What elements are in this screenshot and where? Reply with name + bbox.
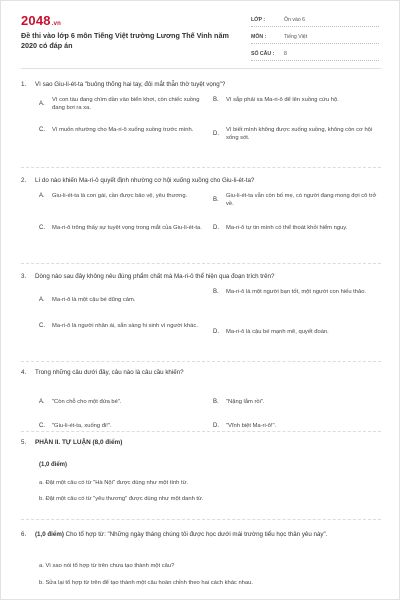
question-number: 5. [21, 439, 27, 446]
document-title: Đề thi vào lớp 6 môn Tiếng Việt trường Lương Thế Vinh năm 2020 có đáp án [21, 31, 229, 50]
option-letter: A. [39, 100, 45, 107]
question-text: Lí do nào khiến Ma-ri-ô quyết định nhường cơ hội xuống xuồng cho Giu-li-ét-ta? [35, 177, 255, 184]
option-text: Vì biết mình không được xuống xuồng, không còn cơ hội sống sót. [226, 126, 373, 142]
option-text: "Vĩnh biệt Ma-ri-ô!". [226, 422, 277, 429]
points-label: (1,0 điểm) [35, 531, 64, 538]
options [21, 288, 383, 358]
option-letter: D. [213, 422, 219, 429]
option-b[interactable] [213, 288, 381, 297]
option-b[interactable] [213, 96, 381, 105]
section-heading: PHẦN II. TỰ LUẬN (8,0 điểm) [35, 439, 123, 446]
site-logo[interactable] [21, 13, 61, 28]
question-number: 3. [21, 273, 27, 280]
header-divider [21, 68, 381, 69]
meta-row-subject [251, 30, 379, 44]
question-number: 4. [21, 369, 27, 376]
question-header [21, 369, 383, 378]
question-header [21, 273, 383, 282]
option-text: Vì muốn nhường cho Ma-ri-ô xuống xuồng trước mình. [52, 126, 194, 133]
option-text: Ma-ri-ô trông thấy sự tuyệt vọng trong mắt của Giu-li-ét-ta. [52, 224, 202, 231]
meta-value: Ôn vào 6 [284, 16, 306, 23]
option-text: Vì con tàu đang chìm dần vào biển khơi, còn chiếc xuồng đang bơi ra xa. [52, 96, 200, 112]
meta-label: MÔN : [251, 33, 267, 40]
question-header [21, 531, 383, 540]
option-a[interactable] [39, 398, 207, 407]
option-d[interactable] [213, 224, 381, 233]
question-2 [21, 177, 383, 260]
option-letter: A. [39, 398, 45, 405]
sub-item-b: b. Đặt một câu có từ "yêu thương" được dùng như một danh từ. [39, 496, 204, 502]
meta-label: LỚP : [251, 16, 266, 23]
sub-item-b: b. Sửa lại tổ hợp từ trên để tạo thành một câu hoàn chỉnh theo hai cách khác nhau. [39, 580, 253, 586]
option-c[interactable] [39, 422, 207, 431]
option-d[interactable] [213, 328, 381, 337]
question-1 [21, 81, 383, 164]
question-number: 1. [21, 81, 27, 88]
sub-item-a: a. Vì sao nói tổ hợp từ trên chưa tạo thành một câu? [39, 563, 175, 569]
meta-value: Tiếng Việt [284, 33, 308, 40]
option-letter: C. [39, 126, 45, 133]
options [21, 96, 383, 164]
option-letter: D. [213, 328, 219, 335]
option-d[interactable] [213, 422, 381, 431]
question-4 [21, 369, 383, 429]
option-letter: B. [213, 288, 219, 295]
options [21, 192, 383, 260]
question-divider [21, 263, 381, 264]
option-letter: B. [213, 398, 219, 405]
question-number: 2. [21, 177, 27, 184]
question-divider [21, 431, 381, 432]
option-letter: B. [213, 196, 219, 203]
question-header [21, 81, 383, 90]
option-text: Ma-ri-ô là một người bạn tốt, một người con hiếu thảo. [226, 288, 367, 295]
option-a[interactable] [39, 296, 207, 305]
sub-item-a: a. Đặt một câu có từ "Hà Nội" được dùng như một tính từ. [39, 480, 189, 486]
option-text: Ma-ri-ô là một cậu bé dũng cảm. [52, 296, 136, 303]
option-letter: C. [39, 322, 45, 329]
question-number: 6. [21, 531, 27, 538]
option-letter: C. [39, 422, 45, 429]
meta-label: SỐ CÂU : [251, 50, 275, 57]
question-text [35, 531, 383, 540]
options [21, 384, 383, 429]
option-text: "Nặng lắm rồi". [226, 398, 265, 405]
option-letter: D. [213, 224, 219, 231]
question-3 [21, 273, 383, 358]
option-text: Ma-ri-ô là cậu bé mạnh mẽ, quyết đoán. [226, 328, 329, 335]
option-text: "Còn chỗ cho một đứa bé". [52, 398, 122, 405]
option-c[interactable] [39, 126, 207, 135]
option-a[interactable] [39, 96, 207, 113]
option-d[interactable] [213, 126, 381, 143]
option-text: Ma-ri-ô là người nhân ái, sẵn sàng hi sinh vì người khác. [52, 322, 198, 329]
option-text: Giu-li-ét-ta vẫn còn bố mẹ, có người đang mong đợi cô trở về. [226, 192, 377, 208]
option-text: Vì sắp phải xa Ma-ri-ô để lên xuồng cứu hộ. [226, 96, 339, 103]
meta-value: 8 [284, 50, 287, 57]
question-divider [21, 361, 381, 362]
meta-box [251, 13, 379, 64]
option-letter: C. [39, 224, 45, 231]
option-letter: A. [39, 192, 45, 199]
option-text: Giu-li-ét-ta là con gái, cần được bảo vệ, yêu thương. [52, 192, 188, 199]
question-text: Trong những câu dưới đây, câu nào là câu cầu khiến? [35, 369, 184, 376]
question-text: Dòng nào sau đây không nêu đúng phẩm chất mà Ma-ri-ô thể hiện qua đoạn trích trên? [35, 273, 275, 280]
option-letter: A. [39, 296, 45, 303]
option-letter: D. [213, 130, 219, 137]
option-text: Ma-ri-ô tự tin mình có thể thoát khỏi hiểm nguy. [226, 224, 348, 231]
question-6 [21, 531, 383, 540]
question-header [21, 439, 383, 448]
option-b[interactable] [213, 192, 381, 209]
points-label: (1,0 điểm) [39, 462, 68, 468]
question-body: Cho tổ hợp từ: "Những ngày tháng chúng tôi được học dưới mái trường tiểu học thân yêu này". [63, 531, 328, 538]
option-letter: B. [213, 96, 219, 103]
question-divider [21, 519, 381, 520]
question-divider [21, 167, 381, 168]
meta-row-class [251, 13, 379, 27]
logo-suffix: .vn [51, 21, 62, 27]
question-header [21, 177, 383, 186]
option-c[interactable] [39, 224, 207, 233]
question-text: Vì sao Giu-li-ét-ta "buông thõng hai tay, đôi mắt thẫn thờ tuyệt vọng"? [35, 81, 226, 88]
option-c[interactable] [39, 322, 207, 331]
option-b[interactable] [213, 398, 381, 407]
logo-main: 2048 [21, 13, 51, 28]
option-a[interactable] [39, 192, 207, 201]
meta-row-count [251, 47, 379, 61]
option-text: "Giu-li-ét-ta, xuống đi!". [52, 422, 112, 429]
question-5 [21, 439, 383, 448]
